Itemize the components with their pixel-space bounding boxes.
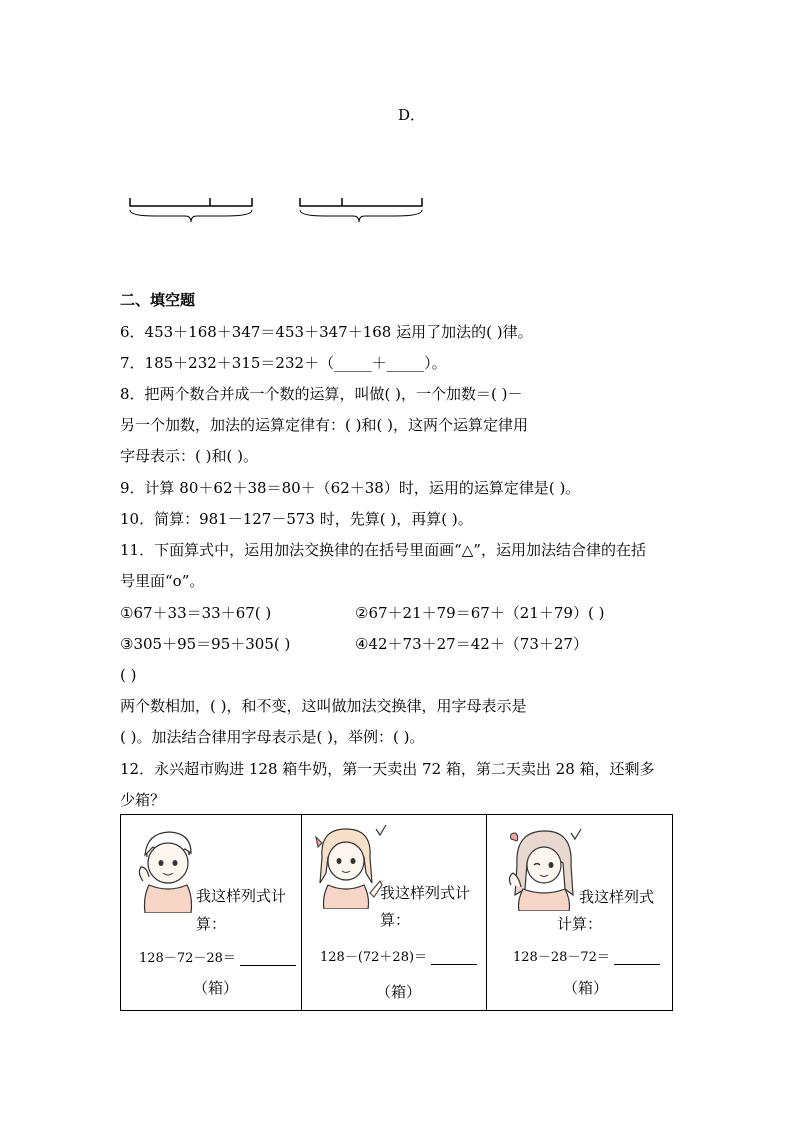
boy-formula-text: 128－72－28＝ [139, 951, 236, 966]
girl-2-formula [513, 946, 660, 965]
question-6: 6．453＋168＋347＝453＋347＋168 运用了加法的( )律。 [120, 323, 533, 341]
girl-1-answer-blank[interactable] [431, 950, 477, 965]
girl-1-speech-line-1: 我这样列式计 [380, 884, 471, 902]
question-9: 9．计算 80＋62＋38＝80＋（62＋38）时，运用的运算定律是( )。 [120, 479, 581, 497]
question-8-line-2: 另一个加数，加法的运算定律有：( )和( )，这两个运算定律用 [120, 416, 528, 434]
question-11-fill-line-2: ( )。加法结合律用字母表示是( )，举例：( )。 [120, 728, 425, 746]
boy-unit: （箱） [193, 979, 239, 997]
girl-1-unit: （箱） [376, 983, 422, 1001]
question-11-item-3: ③305＋95＝95＋305( ) [120, 635, 291, 653]
answer-cell-boy [121, 815, 301, 1010]
boy-illustration [133, 827, 199, 913]
answer-cell-girl-2 [486, 815, 672, 1010]
question-11-item-4-blank: ( ) [120, 666, 137, 684]
question-11-line-1: 11．下面算式中，运用加法交换律的在括号里面画“△”，运用加法结合律的在括 [120, 541, 646, 559]
segment-diagram-right [295, 192, 430, 228]
answer-table [120, 814, 673, 1011]
girl-2-formula-text: 128－28－72＝ [513, 950, 610, 965]
girl-2-speech-line-1: 我这样列式 [579, 888, 655, 906]
section-title: 二、填空题 [120, 291, 196, 309]
segment-diagram-left [125, 192, 260, 228]
question-11-item-2: ②67＋21＋79＝67＋（21＋79）( ) [355, 604, 605, 622]
girl-1-formula-text: 128－(72＋28)＝ [320, 950, 428, 965]
option-d-label: D． [398, 106, 426, 124]
girl-2-answer-blank[interactable] [614, 950, 660, 965]
question-8-line-1: 8．把两个数合并成一个数的运算，叫做( )，一个加数＝( )－ [120, 385, 523, 403]
question-7: 7．185＋232＋315＝232＋（_____＋_____）。 [120, 354, 447, 372]
boy-answer-blank[interactable] [240, 951, 296, 966]
girl-1-speech-line-2: 算： [380, 911, 411, 929]
girl-2-speech-line-2: 计算： [557, 915, 603, 933]
question-12-line-2: 少箱？ [120, 791, 166, 809]
question-11-item-4: ④42＋73＋27＝42＋（73＋27） [355, 635, 588, 653]
boy-formula [139, 947, 296, 966]
question-10: 10．简算：981－127－573 时，先算( )，再算( )。 [120, 510, 473, 528]
question-11-fill-line-1: 两个数相加，( )，和不变，这叫做加法交换律，用字母表示是 [120, 697, 527, 715]
question-8-line-3: 字母表示：( )和( )。 [120, 447, 258, 465]
question-11-line-2: 号里面“o”。 [120, 572, 205, 590]
boy-speech-line-1: 我这样列式计 [196, 887, 287, 905]
answer-cell-girl-1 [301, 815, 486, 1010]
girl-2-unit: （箱） [563, 979, 609, 997]
girl-1-formula [320, 946, 477, 965]
question-12-line-1: 12．永兴超市购进 128 箱牛奶，第一天卖出 72 箱，第二天卖出 28 箱，还剩多 [120, 760, 655, 778]
boy-speech-line-2: 算： [196, 915, 227, 933]
girl-illustration-2 [507, 825, 587, 911]
question-11-item-1: ①67＋33＝33＋67( ) [120, 604, 272, 622]
girl-illustration-1 [310, 823, 388, 909]
